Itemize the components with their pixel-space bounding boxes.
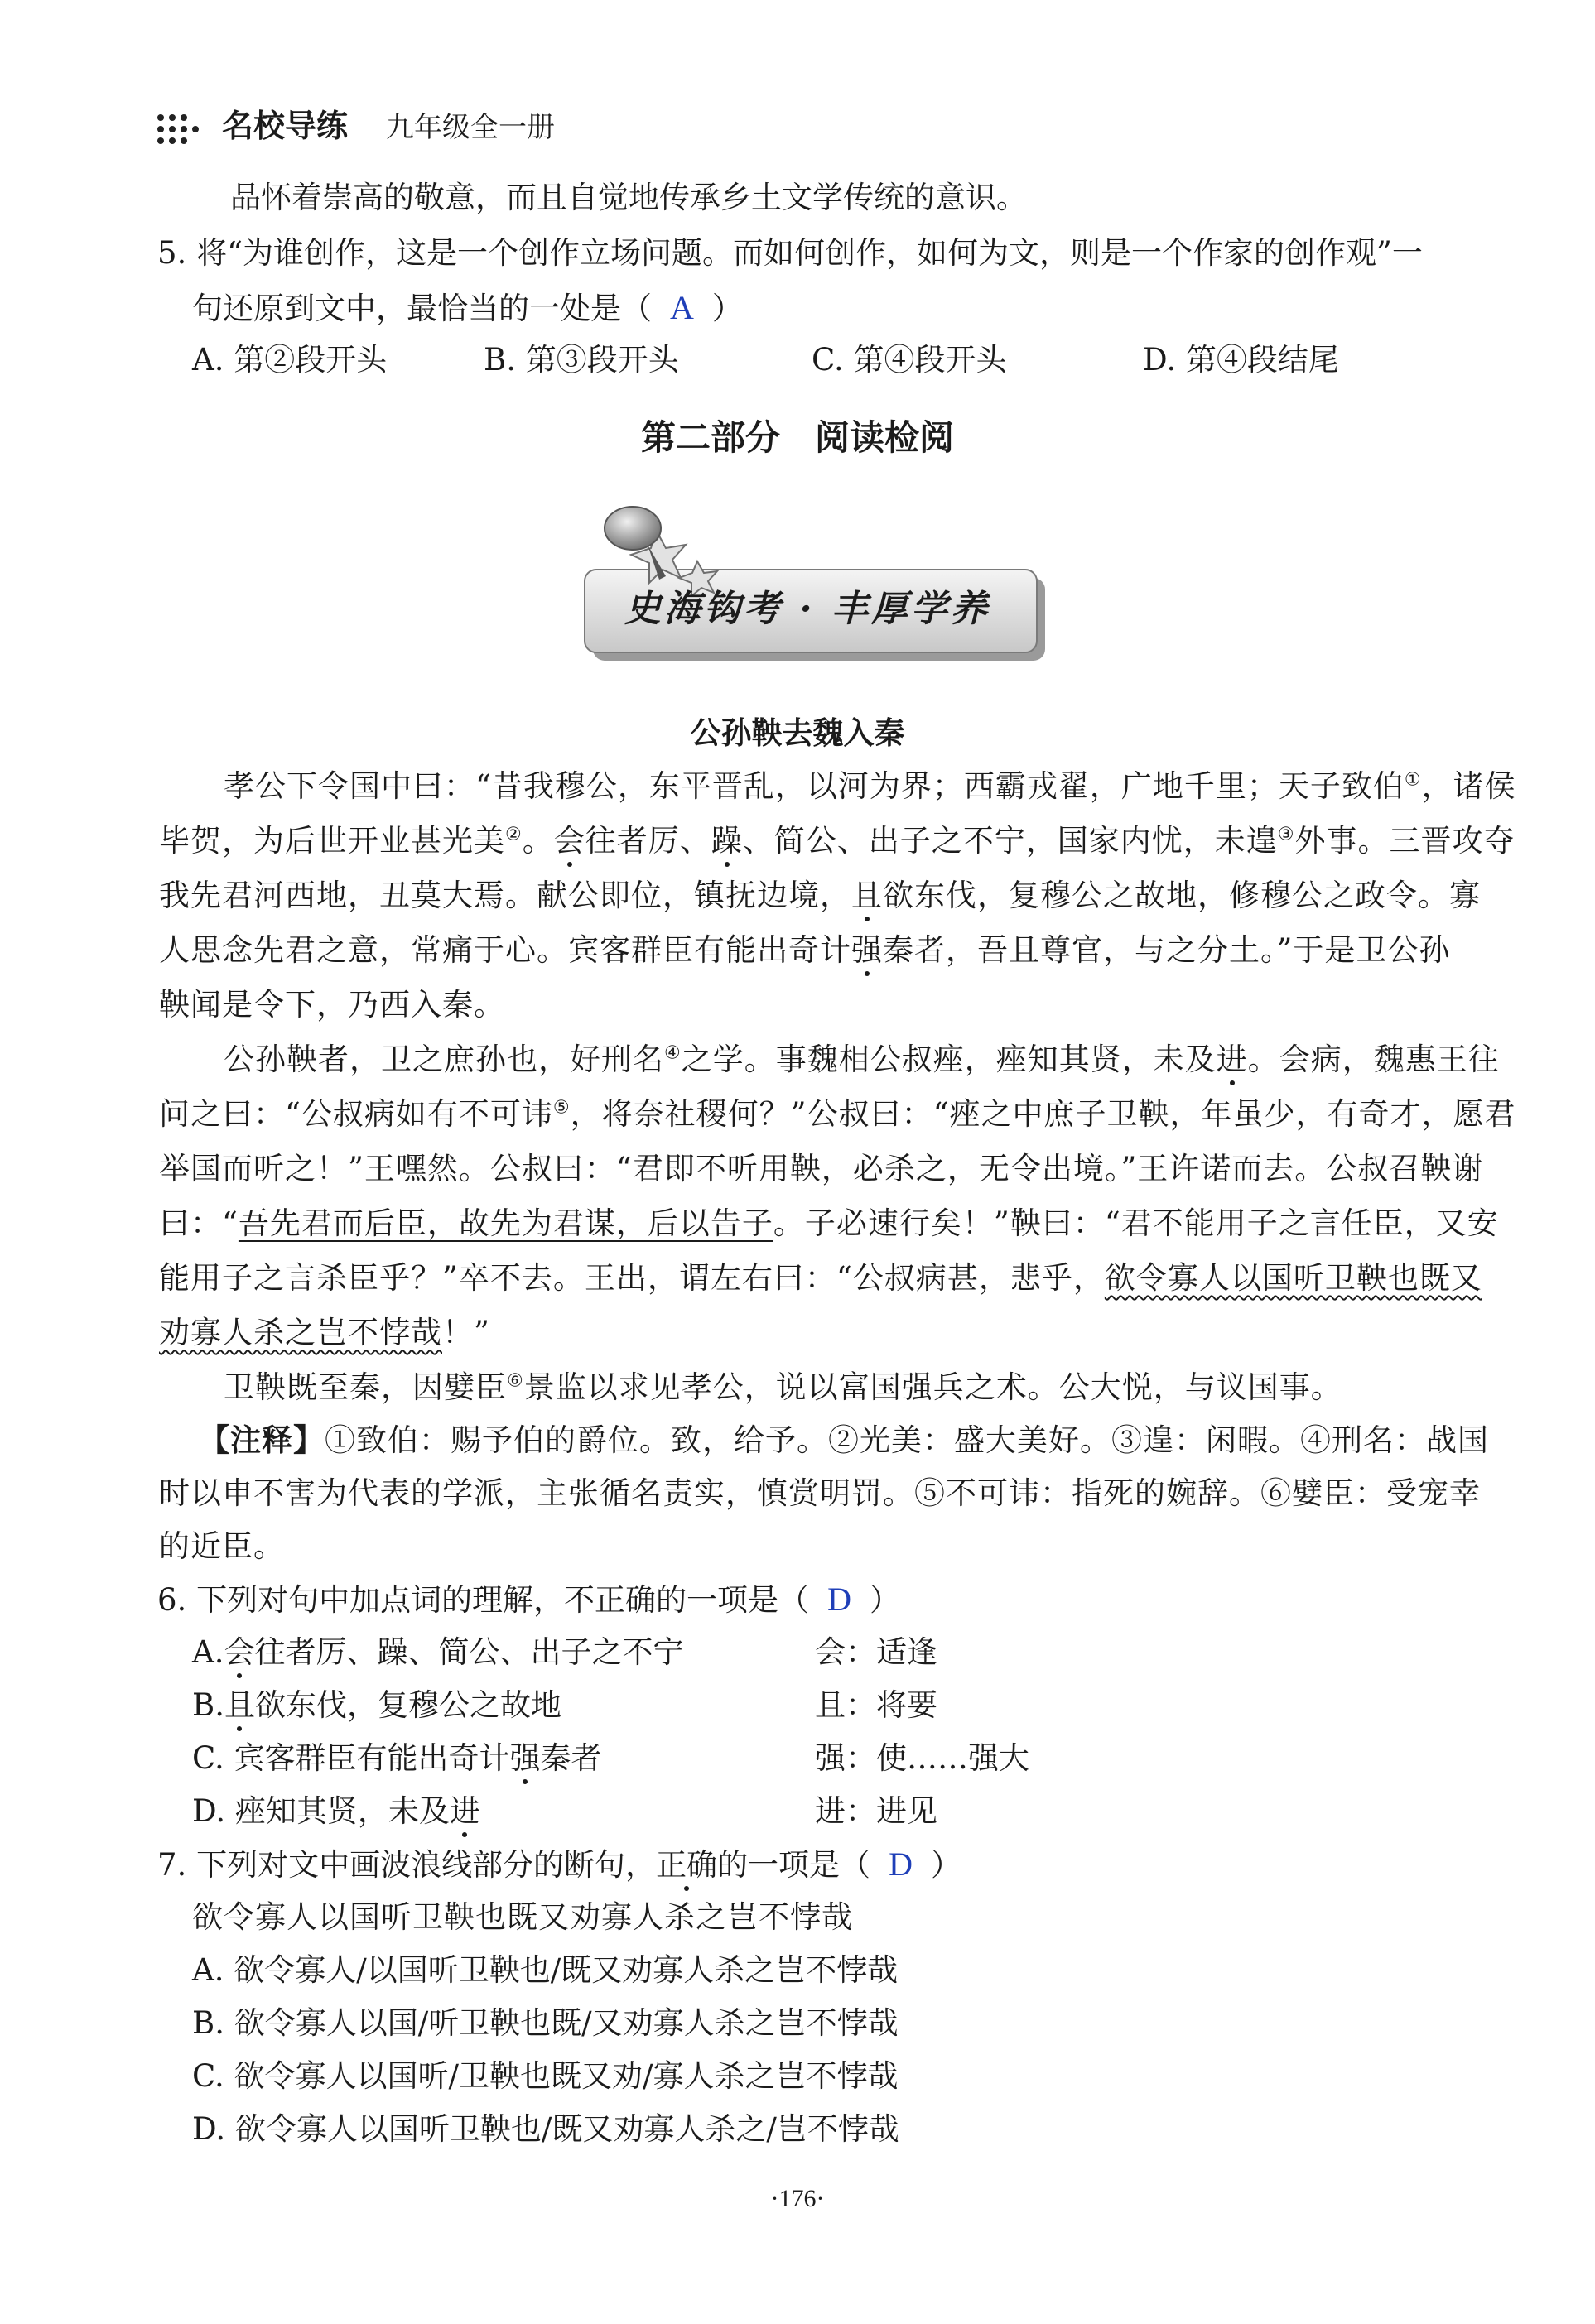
q6-gloss-b: 且：将要: [815, 1687, 937, 1723]
wavy-sentence-part1: 欲令寡人以国听卫鞅也既又: [1104, 1260, 1482, 1296]
q7-option-d: D. 欲令寡人以国听卫鞅也/既又劝寡人杀之/岂不悖哉: [192, 2111, 899, 2147]
q5-stem-text: 句还原到文中，最恰当的一处是（: [192, 291, 652, 326]
q6-gloss-a: 会：适逢: [815, 1634, 937, 1670]
q5-stem-2: [192, 288, 743, 329]
passage-p1-line4: 人思念先君之意，常痛于心。宾客群臣有能出奇计强秦者，吾且尊官，与之分土。”于是卫公孙: [159, 932, 1451, 968]
header-dots-icon: [157, 114, 209, 144]
notes-line3: 的近臣。: [159, 1528, 285, 1564]
passage-p3: 卫鞅既至秦，因嬖臣⑥景监以求见孝公，说以富国强兵之术。公大悦，与议国事。: [224, 1369, 1342, 1405]
q6-gloss-d: 进：进见: [815, 1793, 937, 1829]
notes-line1: 【注释】①致伯：赐予伯的爵位。致，给予。②光美：盛大美好。③遑：闲暇。④刑名：战国: [199, 1422, 1489, 1458]
page-number: ·176·: [770, 2185, 825, 2212]
passage-p2-line6: 劝寡人杀之岂不悖哉！”: [159, 1315, 490, 1350]
q6-option-a: A.会往者厉、躁、简公、出子之不宁: [192, 1634, 684, 1670]
q6-option-c: C. 宾客群臣有能出奇计强秦者: [192, 1740, 602, 1776]
passage-p1-line2: 毕贺，为后世开业甚光美②。会往者厉、躁、简公、出子之不宁，国家内忧，未遑③外事。三晋攻夺: [159, 823, 1515, 859]
header-brand: 名校导练: [222, 108, 349, 144]
section-title: 第二部分 阅读检阅: [640, 417, 954, 458]
q7-stem: 7. 下列对文中画波浪线部分的断句，正确的一项是（ D ）: [157, 1845, 961, 1883]
passage-p2-line2: 问之曰：“公叔病如有不可讳⑤，将奈社稷何？”公叔曰：“痤之中庶子卫鞅，年虽少，有奇才，愿君: [159, 1096, 1516, 1132]
passage-p2-line4: 曰：“吾先君而后臣，故先为君谋，后以告子。子必速行矣！”鞅曰：“君不能用子之言任臣，又安: [159, 1205, 1499, 1241]
q7-option-a: A. 欲令寡人/以国听卫鞅也/既又劝寡人杀之岂不悖哉: [192, 1952, 899, 1988]
notes-line2: 时以申不害为代表的学派，主张循名责实，慎赏明罚。⑤不可讳：指死的婉辞。⑥嬖臣：受宠幸: [159, 1475, 1481, 1511]
q7-answer: D: [889, 1845, 913, 1883]
q5-answer: A: [670, 289, 694, 326]
q5-option-a: A. 第②段开头: [192, 342, 388, 378]
q7-option-b: B. 欲令寡人以国/听卫鞅也既/又劝寡人杀之岂不悖哉: [192, 2005, 899, 2041]
q5-option-c: C. 第④段开头: [812, 342, 1007, 378]
pushpin-icon: [573, 497, 1053, 671]
q6-option-d: D. 痤知其贤，未及进: [192, 1793, 480, 1829]
q4-tail: 品怀着崇高的敬意，而且自觉地传承乡土文学传统的意识。: [230, 180, 1027, 215]
q6-option-b: B.且欲东伐，复穆公之故地: [192, 1687, 561, 1723]
q6-stem: 6. 下列对句中加点词的理解，不正确的一项是（ D ）: [157, 1581, 900, 1618]
header-grade: 九年级全一册: [386, 111, 555, 144]
q5-option-d: D. 第④段结尾: [1143, 342, 1339, 378]
q6-answer: D: [827, 1581, 851, 1618]
q7-option-c: C. 欲令寡人以国听/卫鞅也既又劝/寡人杀之岂不悖哉: [192, 2058, 899, 2094]
banner: [573, 497, 1053, 671]
passage-p2-line5: 能用子之言杀臣乎？”卒不去。王出，谓左右曰：“公叔病甚，悲乎，欲令寡人以国听卫鞅也既又: [159, 1260, 1482, 1296]
q5-stem: 5. 将“为谁创作，这是一个创作立场问题。而如何创作，如何为文，则是一个作家的创作观”一: [157, 235, 1423, 271]
q5-option-b: B. 第③段开头: [484, 342, 679, 378]
passage-p2-line1: 公孙鞅者，卫之庶孙也，好刑名④之学。事魏相公叔痤，痤知其贤，未及进。会病，魏惠王往: [224, 1042, 1500, 1077]
passage-p1-line3: 我先君河西地，丑莫大焉。献公即位，镇抚边境，且欲东伐，复穆公之故地，修穆公之政令。寡: [159, 878, 1481, 913]
passage-title: 公孙鞅去魏入秦: [690, 715, 905, 751]
q5-paren: ）: [711, 291, 743, 326]
passage-p1-line5: 鞅闻是令下，乃西入秦。: [159, 987, 505, 1022]
underlined-sentence: 吾先君而后臣，故先为君谋，后以告子: [238, 1205, 773, 1241]
q6-gloss-c: 强：使……强大: [815, 1740, 1029, 1776]
passage-p1-line1: 孝公下令国中曰：“昔我穆公，东平晋乱，以河为界；西霸戎翟，广地千里；天子致伯①，诸侯: [224, 768, 1516, 804]
wavy-sentence-part2: 劝寡人杀之岂不悖哉: [159, 1315, 442, 1350]
q7-sentence: 欲令寡人以国听卫鞅也既又劝寡人杀之岂不悖哉: [192, 1899, 853, 1935]
notes-label: 【注释】: [199, 1422, 325, 1458]
banner-text: 史海钩考 · 丰厚学养: [624, 588, 990, 630]
passage-p2-line3: 举国而听之！”王嘿然。公叔曰：“君即不听用鞅，必杀之，无令出境。”王许诺而去。公叔召鞅谢: [159, 1151, 1484, 1186]
